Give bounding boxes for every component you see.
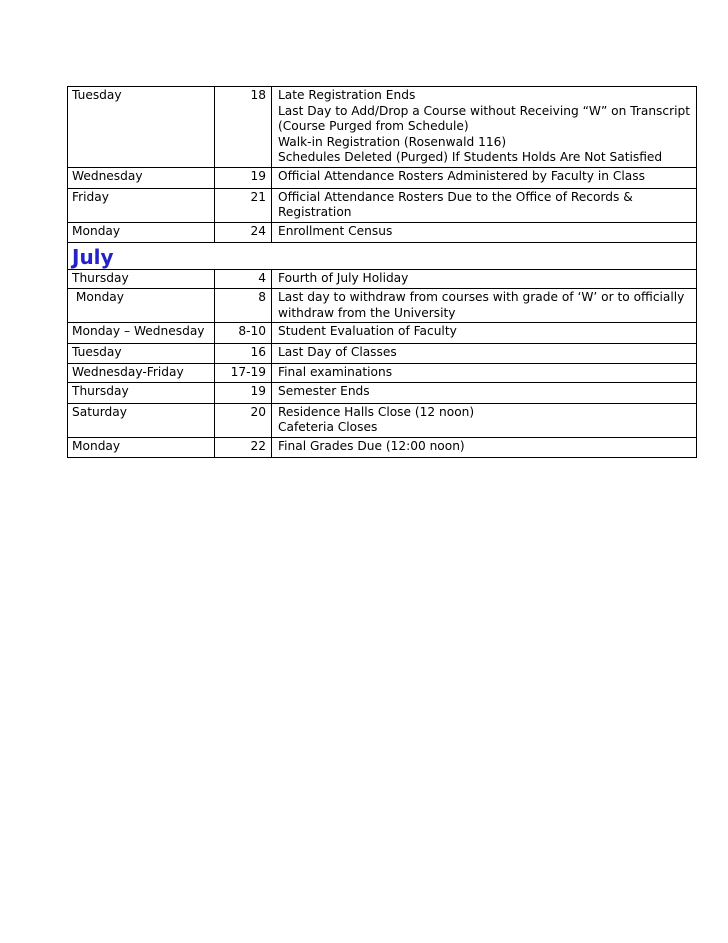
day-cell: Tuesday bbox=[68, 343, 215, 364]
event-text: Final examinations bbox=[278, 365, 393, 380]
event-text: Last Day to Add/Drop a Course without Receiving “W” on Transcript bbox=[278, 103, 691, 118]
date-cell: 19 bbox=[215, 382, 272, 403]
day-cell: Monday – Wednesday bbox=[68, 323, 215, 344]
event-text: Fourth of July Holiday bbox=[278, 271, 409, 286]
table-row bbox=[68, 323, 697, 344]
event-cell bbox=[272, 167, 697, 188]
date-cell: 24 bbox=[215, 222, 272, 243]
event-text: Late Registration Ends bbox=[278, 88, 416, 102]
table-row bbox=[68, 188, 697, 222]
event-cell bbox=[272, 343, 697, 364]
event-text: Walk-in Registration (Rosenwald 116) bbox=[278, 134, 507, 149]
table-row bbox=[68, 343, 697, 364]
month-heading-row bbox=[68, 243, 697, 270]
table-row bbox=[68, 437, 697, 458]
day-cell: Tuesday bbox=[68, 87, 215, 168]
date-cell: 4 bbox=[215, 270, 272, 289]
table-row bbox=[68, 288, 697, 322]
day-cell: Wednesday-Friday bbox=[68, 364, 215, 383]
day-cell: Thursday bbox=[68, 382, 215, 403]
event-text: Cafeteria Closes bbox=[278, 420, 378, 435]
event-text: Schedules Deleted (Purged) If Students Holds Are Not Satisfied bbox=[278, 150, 663, 165]
academic-calendar-table bbox=[67, 86, 697, 458]
day-cell: Friday bbox=[68, 188, 215, 222]
table-row bbox=[68, 364, 697, 383]
event-text: Last Day of Classes bbox=[278, 344, 397, 359]
table-row bbox=[68, 87, 697, 168]
event-text: Official Attendance Rosters Administered by Faculty in Class bbox=[278, 168, 645, 183]
day-cell: Saturday bbox=[68, 403, 215, 437]
event-text: Last day to withdraw from courses with grade of ‘W’ or to officially withdraw from the University bbox=[278, 289, 685, 320]
event-text: Official Attendance Rosters Due to the Office of Records & Registration bbox=[278, 189, 633, 220]
date-cell: 18 bbox=[215, 87, 272, 168]
event-cell bbox=[272, 364, 697, 383]
event-text: (Course Purged from Schedule) bbox=[278, 119, 469, 134]
event-text: Enrollment Census bbox=[278, 223, 393, 238]
event-cell bbox=[272, 222, 697, 243]
event-text: Final Grades Due (12:00 noon) bbox=[278, 438, 465, 453]
table-row bbox=[68, 403, 697, 437]
date-cell: 19 bbox=[215, 167, 272, 188]
day-cell: Monday bbox=[68, 288, 215, 322]
date-cell: 22 bbox=[215, 437, 272, 458]
day-cell: Wednesday bbox=[68, 167, 215, 188]
month-heading: July bbox=[72, 245, 114, 270]
event-cell bbox=[272, 437, 697, 458]
event-text: Residence Halls Close (12 noon) bbox=[278, 404, 475, 419]
month-heading-cell bbox=[68, 243, 697, 270]
date-cell: 21 bbox=[215, 188, 272, 222]
event-cell bbox=[272, 288, 697, 322]
date-cell: 8 bbox=[215, 288, 272, 322]
date-cell: 8-10 bbox=[215, 323, 272, 344]
table-row bbox=[68, 222, 697, 243]
event-cell bbox=[272, 87, 697, 168]
day-cell: Monday bbox=[68, 437, 215, 458]
event-cell bbox=[272, 382, 697, 403]
event-cell bbox=[272, 188, 697, 222]
table-row bbox=[68, 167, 697, 188]
date-cell: 20 bbox=[215, 403, 272, 437]
event-cell bbox=[272, 270, 697, 289]
event-text: Student Evaluation of Faculty bbox=[278, 324, 457, 339]
date-cell: 16 bbox=[215, 343, 272, 364]
day-cell: Thursday bbox=[68, 270, 215, 289]
table-row bbox=[68, 270, 697, 289]
event-cell bbox=[272, 323, 697, 344]
table-row bbox=[68, 382, 697, 403]
day-cell: Monday bbox=[68, 222, 215, 243]
event-cell bbox=[272, 403, 697, 437]
event-text: Semester Ends bbox=[278, 383, 370, 398]
date-cell: 17-19 bbox=[215, 364, 272, 383]
